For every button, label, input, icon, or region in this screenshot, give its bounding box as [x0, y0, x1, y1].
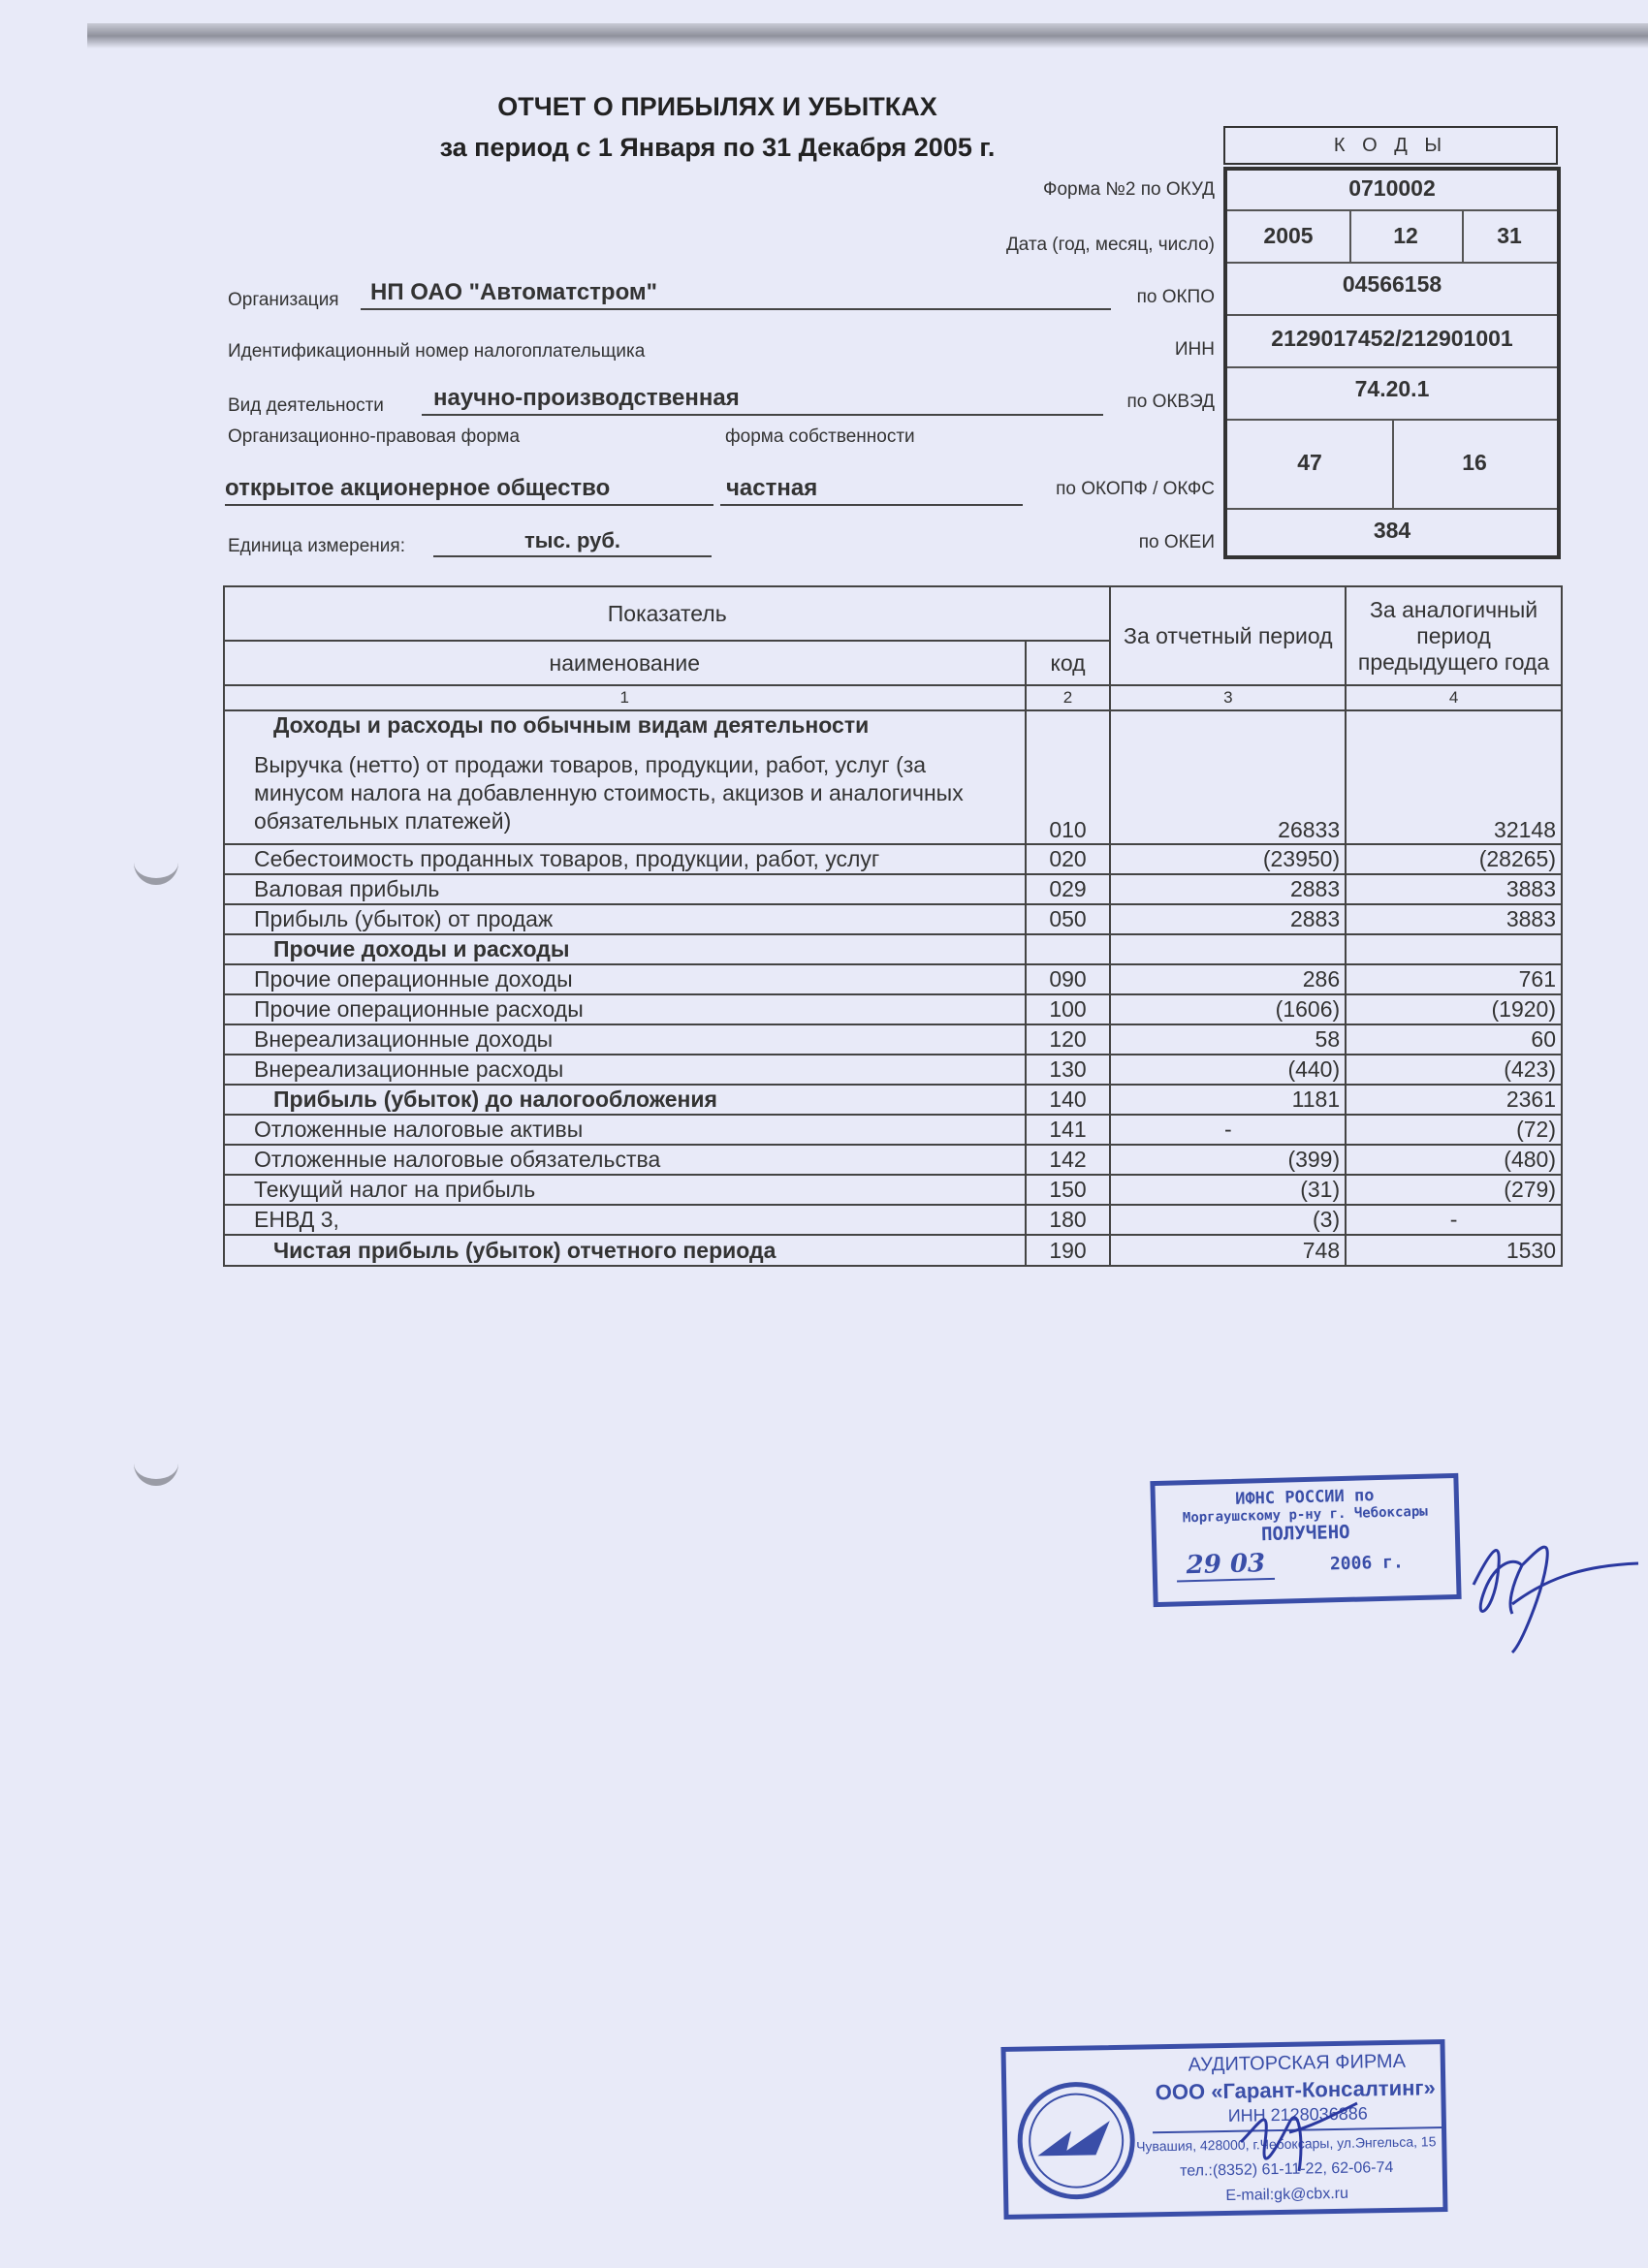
row-current: 26833 [1110, 710, 1346, 844]
row-code: 010 [1026, 710, 1111, 844]
row-name: Отложенные налоговые обязательства [224, 1145, 1026, 1175]
row-code: 130 [1026, 1055, 1111, 1085]
table-row [224, 1175, 1562, 1205]
row-code: 100 [1026, 994, 1111, 1024]
audit-line5: тел.:(8352) 61-11-22, 62-06-74 [1179, 2158, 1394, 2180]
unit-line [433, 528, 712, 557]
report-title: ОТЧЕТ О ПРИБЫЛЯХ И УБЫТКАХ [497, 92, 937, 121]
row-code: 142 [1026, 1145, 1111, 1175]
row-previous: 60 [1346, 1024, 1562, 1055]
inn-label: ИНН [1174, 339, 1215, 360]
stamp-tax-line2: Моргаушскому р-ну г. Чебоксары [1182, 1503, 1428, 1527]
activity-label: Вид деятельности [228, 395, 384, 416]
row-name: Прочие операционные доходы [224, 964, 1026, 994]
activity-value: научно-производственная [433, 385, 740, 411]
header-previous-period: За аналогичный период предыдущего года [1346, 586, 1562, 685]
okei-label: по ОКЕИ [1138, 532, 1215, 552]
section-other: Прочие доходы и расходы [224, 934, 1026, 964]
tax-office-stamp [1150, 1473, 1461, 1607]
codes-heading: К О Д Ы [1223, 126, 1558, 165]
row-previous: (480) [1346, 1145, 1562, 1175]
row-previous: (28265) [1346, 844, 1562, 874]
audit-firm-stamp [1000, 2039, 1447, 2220]
row-code: 090 [1026, 964, 1111, 994]
colnum-2: 2 [1026, 685, 1111, 710]
header-current-period: За отчетный период [1110, 586, 1346, 685]
row-code: 050 [1026, 904, 1111, 934]
row-current: 748 [1110, 1235, 1346, 1266]
table-row [224, 710, 1562, 844]
row-name: Текущий налог на прибыль [224, 1175, 1026, 1205]
report-period: за период с 1 Января по 31 Декабря 2005 г. [439, 133, 996, 162]
punch-hole-mark [134, 843, 178, 885]
stamp-tax-year: 2006 г. [1329, 1552, 1405, 1575]
okopf-okfs-row [1227, 419, 1557, 510]
codes-box [1223, 167, 1561, 559]
ownership-value: частная [726, 475, 818, 501]
legal-form-value: открытое акционерное общество [225, 475, 611, 501]
okud-label: Форма №2 по ОКУД [1043, 179, 1215, 200]
table-row [224, 1024, 1562, 1055]
okved-code: 74.20.1 [1227, 366, 1557, 421]
table-row [224, 844, 1562, 874]
row-code: 190 [1026, 1235, 1111, 1266]
profit-loss-table [223, 585, 1563, 1267]
date-code-row [1227, 209, 1557, 264]
legal-form-label: Организационно-правовая форма [228, 426, 521, 447]
colnum-1: 1 [224, 685, 1026, 710]
row-previous: 1530 [1346, 1235, 1562, 1266]
date-label: Дата (год, месяц, число) [1005, 235, 1215, 255]
stamp-tax-date: 29 03 [1176, 1549, 1275, 1583]
row-previous: 3883 [1346, 904, 1562, 934]
row-code: 140 [1026, 1085, 1111, 1115]
punch-hole-mark [134, 1444, 178, 1486]
okpo-label: по ОКПО [1136, 287, 1215, 307]
row-code: 141 [1026, 1115, 1111, 1145]
row-name: Прочие операционные расходы [224, 994, 1026, 1024]
row-current: 1181 [1110, 1085, 1346, 1115]
row-name: Валовая прибыль [224, 874, 1026, 904]
table-row [224, 1085, 1562, 1115]
audit-line1: АУДИТОРСКАЯ ФИРМА [1188, 2050, 1407, 2076]
header-indicator: Показатель [224, 586, 1110, 641]
table-row [224, 1115, 1562, 1145]
table-row [224, 994, 1562, 1024]
header-name: наименование [224, 641, 1026, 685]
inn-full-label: Идентификационный номер налогоплательщика [228, 341, 646, 362]
okfs-code: 16 [1462, 450, 1487, 475]
table-row [224, 1145, 1562, 1175]
row-code: 180 [1026, 1205, 1111, 1235]
okopf-code: 47 [1227, 419, 1394, 508]
colnum-3: 3 [1110, 685, 1346, 710]
ownership-label: форма собственности [725, 426, 915, 447]
okud-code: 0710002 [1227, 171, 1557, 211]
scan-edge-shadow [87, 23, 1648, 48]
row-code: 020 [1026, 844, 1111, 874]
audit-logo-icon [1012, 2077, 1140, 2205]
row-name: Себестоимость проданных товаров, продукции, работ, услуг [224, 844, 1026, 874]
row-previous: 32148 [1346, 710, 1562, 844]
row-current: - [1110, 1115, 1346, 1145]
signature-2 [1231, 2084, 1367, 2190]
colnum-4: 4 [1346, 685, 1562, 710]
row-current: 286 [1110, 964, 1346, 994]
row-current: (440) [1110, 1055, 1346, 1085]
row-code: 029 [1026, 874, 1111, 904]
row-name: Выручка (нетто) от продажи товаров, продукции, работ, услуг (за минусом налога на добавленную стоимость, акцизов и аналогичных обязательных платежей) [254, 752, 964, 834]
row-name: Внереализационные доходы [224, 1024, 1026, 1055]
okopf-label: по ОКОПФ / ОКФС [1056, 479, 1215, 499]
audit-line6: E-mail:gk@cbx.ru [1225, 2185, 1349, 2204]
ownership-line [720, 475, 1023, 506]
date-month: 12 [1349, 209, 1464, 262]
inn-code: 2129017452/212901001 [1227, 314, 1557, 368]
header-code: код [1026, 641, 1111, 685]
date-day: 31 [1497, 223, 1522, 248]
row-current: (31) [1110, 1175, 1346, 1205]
table-row [224, 1235, 1562, 1266]
table-row [224, 934, 1562, 964]
unit-value: тыс. руб. [523, 528, 621, 552]
row-previous: (1920) [1346, 994, 1562, 1024]
signature-1 [1454, 1507, 1648, 1662]
row-code: 150 [1026, 1175, 1111, 1205]
table-row [224, 964, 1562, 994]
okpo-code: 04566158 [1227, 262, 1557, 316]
row-name: Чистая прибыль (убыток) отчетного периода [224, 1235, 1026, 1266]
row-current: 2883 [1110, 874, 1346, 904]
row-current: 2883 [1110, 904, 1346, 934]
okved-label: по ОКВЭД [1126, 392, 1215, 412]
row-name: Прибыль (убыток) от продаж [224, 904, 1026, 934]
section-ordinary: Доходы и расходы по обычным видам деятельности [273, 712, 870, 738]
audit-line3: ИНН 2128036886 [1153, 2102, 1443, 2133]
row-code: 120 [1026, 1024, 1111, 1055]
row-previous: 3883 [1346, 874, 1562, 904]
audit-line4: Чувашия, 428000, г.Чебоксары, ул.Энгельса, 15 [1135, 2133, 1437, 2155]
row-name: Внереализационные расходы [224, 1055, 1026, 1085]
row-previous: - [1346, 1205, 1562, 1235]
row-previous: 761 [1346, 964, 1562, 994]
org-name-line [361, 279, 1111, 310]
legal-form-line [225, 475, 713, 506]
activity-line [422, 385, 1103, 416]
row-name: Прибыль (убыток) до налогообложения [224, 1085, 1026, 1115]
row-previous: (279) [1346, 1175, 1562, 1205]
row-current: (1606) [1110, 994, 1346, 1024]
stamp-tax-line3: ПОЛУЧЕНО [1260, 1521, 1350, 1546]
table-row [224, 874, 1562, 904]
row-previous: (72) [1346, 1115, 1562, 1145]
row-previous: 2361 [1346, 1085, 1562, 1115]
table-row [224, 1055, 1562, 1085]
row-current: (23950) [1110, 844, 1346, 874]
row-current: (399) [1110, 1145, 1346, 1175]
okei-code: 384 [1373, 518, 1411, 543]
row-previous: (423) [1346, 1055, 1562, 1085]
table-row [224, 904, 1562, 934]
org-name: НП ОАО "Автоматстром" [370, 279, 658, 305]
row-name: Отложенные налоговые активы [224, 1115, 1026, 1145]
stamp-tax-line1: ИФНС РОССИИ по [1234, 1486, 1375, 1509]
unit-label: Единица измерения: [228, 536, 405, 556]
row-current: (3) [1110, 1205, 1346, 1235]
org-label: Организация [228, 290, 339, 310]
row-name: ЕНВД 3, [224, 1205, 1026, 1235]
date-year: 2005 [1227, 209, 1351, 262]
table-row [224, 1205, 1562, 1235]
audit-line2: ООО «Гарант-Консалтинг» [1155, 2075, 1437, 2105]
row-current: 58 [1110, 1024, 1346, 1055]
